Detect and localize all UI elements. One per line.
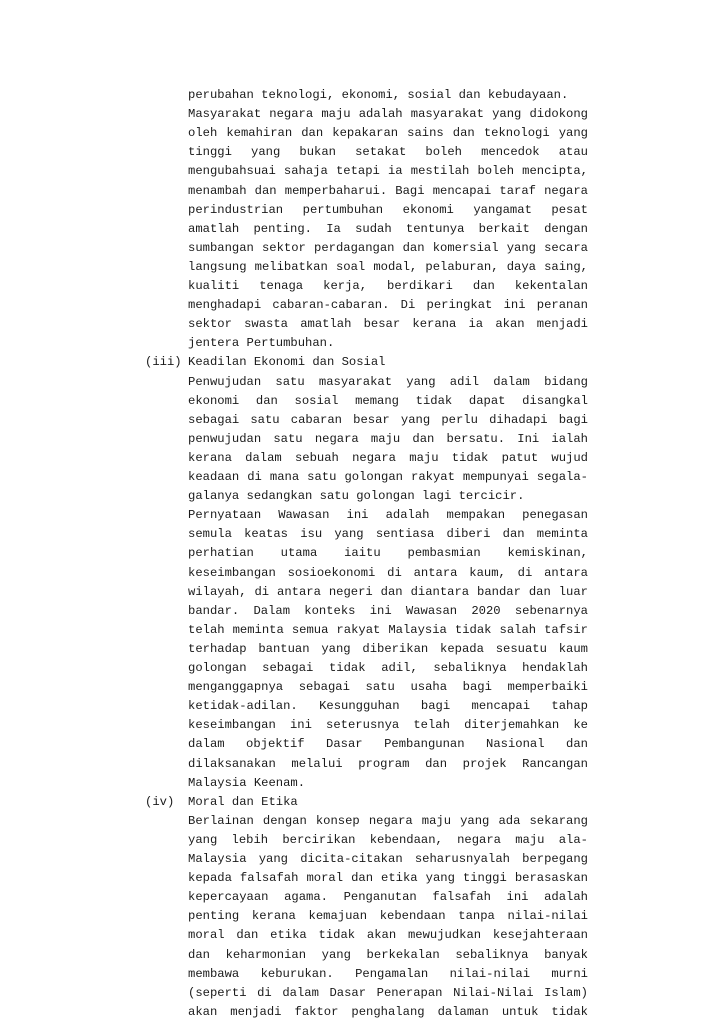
section-number: (iii) [145,355,182,370]
section-title: Keadilan Ekonomi dan Sosial [188,355,386,370]
text-line: kepada falsafah moral dan etika yang tinggi berasaskan [188,871,588,886]
text-line: oleh kemahiran dan kepakaran sains dan teknologi yang [188,126,588,141]
text-line: sektor swasta amatlah besar kerana ia akan menjadi [188,317,588,332]
text-line: Penwujudan satu masyarakat yang adil dalam bidang [188,374,588,389]
text-line: wilayah, di antara negeri dan diantara bandar dan luar [188,584,588,599]
text-line: langsung melibatkan soal modal, pelaburan, daya saing, [188,259,588,274]
text-line: dilaksanakan melalui program dan projek Rancangan [188,756,588,771]
text-line: kerana dalam sebuah negara maju tidak patut wujud [188,450,588,465]
text-line: terhadap bantuan yang diberikan kepada sesuatu kaum [188,641,588,656]
text-line: golongan sebagai tidak adil, sebaliknya hendaklah [188,661,588,675]
text-line: tinggi yang bukan setakat boleh mencedok atau [188,145,588,160]
text-line: amatlah penting. Ia sudah tentunya berkait dengan [188,221,588,236]
text-line: Pernyataan Wawasan ini adalah mempakan penegasan [188,508,588,523]
text-line: yang lebih bercirikan kebendaan, negara maju ala- [188,832,588,847]
section-heading-iv [145,793,595,811]
text-line: jentera Pertumbuhan. [188,336,335,351]
section-heading-iii [145,353,595,371]
text-line: moral dan etika tidak akan mewujudkan kesejahteraan [188,928,588,943]
text-line: menganggapnya sebagai satu usaha bagi memperbaiki [188,680,588,695]
text-line: Berlainan dengan konsep negara maju yang ada sekarang [188,813,588,828]
text-line: keseimbangan sosioekonomi di antara kaum, di antara [188,565,588,580]
section-number: (iv) [145,794,175,809]
text-line: dalam objektif Dasar Pembangunan Nasional dan [188,737,588,752]
text-line: mengubahsuai sahaja tetapi ia mestilah boleh mencipta, [188,164,588,179]
text-line: perhatian utama iaitu pembasmian kemiskinan, [188,546,588,561]
text-line: keadaan di mana satu golongan rakyat mempunyai segala- [188,470,588,484]
text-line: Malaysia Keenam. [188,775,306,790]
text-line: keseimbangan ini seterusnya telah diterjemahkan ke [188,718,588,733]
text-line: semula keatas isu yang sentiasa diberi dan meminta [188,527,588,542]
text-line: menghadapi cabaran-cabaran. Di peringkat ini peranan [188,298,588,313]
text-line: kualiti tenaga kerja, berdikari dan kekentalan [188,279,588,293]
text-line: ketidak-adilan. Kesungguhan bagi mencapai tahap [188,699,588,714]
text-line: (seperti di dalam Dasar Penerapan Nilai-Nilai Islam) [188,985,588,1000]
text-line: menambah dan memperbaharui. Bagi mencapai taraf negara [188,183,588,198]
text-line: penwujudan satu negara maju dan bersatu. Ini ialah [188,431,588,446]
section-title: Moral dan Etika [188,794,298,809]
text-line: galanya sedangkan satu golongan lagi tercicir. [188,489,525,504]
text-line: penting kerana kemajuan kebendaan tanpa nilai-nilai [188,909,588,924]
text-line: perindustrian pertumbuhan ekonomi yangamat pesat [188,202,588,217]
text-line: sebagai satu cabaran besar yang perlu dihadapi bagi [188,412,588,427]
text-line: ekonomi dan sosial memang tidak dapat disangkal [188,393,588,408]
text-line: bandar. Dalam konteks ini Wawasan 2020 sebenarnya [188,603,588,618]
text-line: telah meminta semua rakyat Malaysia tidak salah tafsir [188,622,588,637]
text-line: Masyarakat negara maju adalah masyarakat yang didokong [188,107,588,122]
text-line: membawa keburukan. Pengamalan nilai-nilai murni [188,966,588,981]
text-line: Malaysia yang dicita-citakan seharusnyalah berpegang [188,852,588,866]
text-line: dan keharmonian yang berkekalan sebaliknya banyak [188,947,588,962]
text-line: perubahan teknologi, ekonomi, sosial dan kebudayaan. [188,88,569,102]
text-line: sumbangan sektor perdagangan dan komersial yang secara [188,240,588,255]
text-line: kepercayaan agama. Penganutan falsafah ini adalah [188,890,588,905]
text-line: akan menjadi faktor penghalang dalaman untuk tidak [188,1004,588,1019]
